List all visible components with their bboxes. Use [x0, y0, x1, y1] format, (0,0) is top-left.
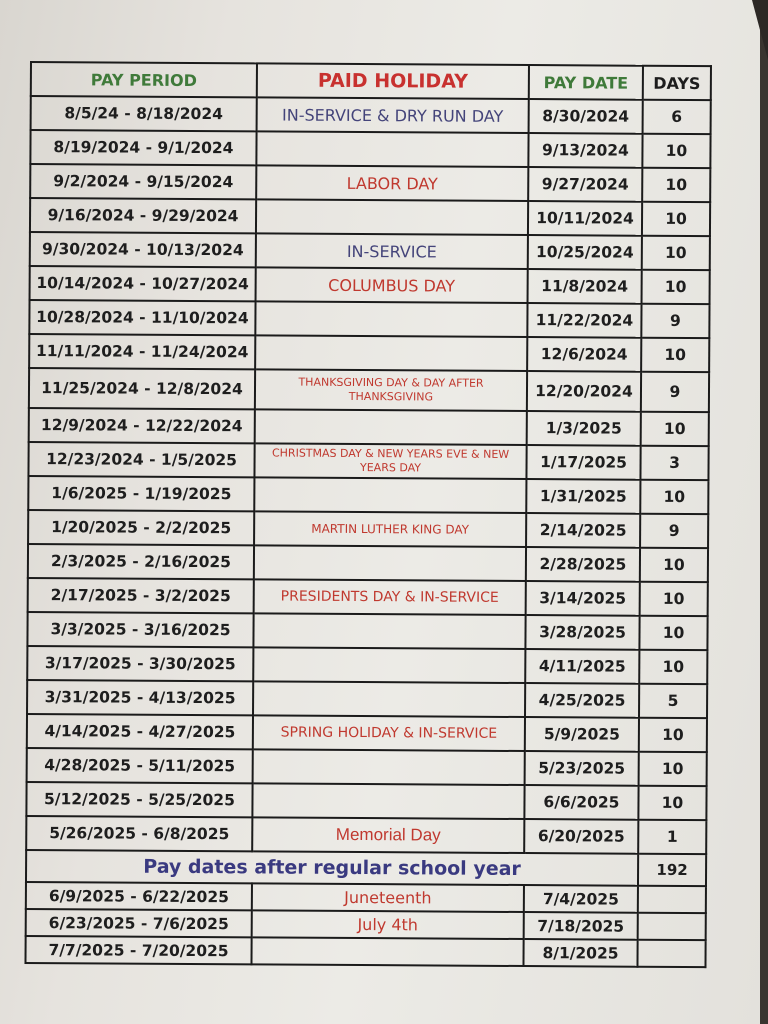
holiday-cell — [255, 335, 527, 371]
days-cell: 10 — [640, 582, 708, 616]
pay-date-cell: 5/9/2025 — [525, 717, 639, 752]
holiday-cell — [255, 301, 527, 337]
table-row — [26, 816, 706, 854]
holiday-cell — [254, 477, 526, 513]
header-row — [31, 62, 711, 100]
holiday-cell: PRESIDENTS DAY & IN-SERVICE — [254, 579, 526, 615]
pay-period-cell: 2/17/2025 - 3/2/2025 — [28, 578, 254, 613]
header-paid-holiday: PAID HOLIDAY — [257, 63, 529, 99]
days-cell: 10 — [642, 270, 710, 304]
header-days: DAYS — [643, 66, 711, 100]
table-row — [26, 782, 706, 820]
table-row — [28, 476, 708, 514]
days-cell: 10 — [639, 718, 707, 752]
pay-period-cell: 12/23/2024 - 1/5/2025 — [28, 442, 254, 477]
pay-period-cell: 5/26/2025 - 6/8/2025 — [26, 816, 252, 851]
pay-date-cell: 8/30/2024 — [529, 99, 643, 134]
table-row — [31, 96, 711, 134]
table-row — [25, 936, 705, 967]
pay-date-cell: 7/4/2025 — [524, 885, 638, 913]
days-cell — [637, 940, 705, 967]
days-cell: 3 — [640, 446, 708, 480]
table-row — [30, 130, 710, 168]
days-cell: 10 — [642, 134, 710, 168]
holiday-cell: SPRING HOLIDAY & IN-SERVICE — [253, 715, 525, 751]
holiday-cell: LABOR DAY — [256, 165, 528, 201]
pay-period-cell: 4/14/2025 - 4/27/2025 — [27, 714, 253, 749]
pay-period-cell: 8/19/2024 - 9/1/2024 — [30, 130, 256, 165]
table-row — [26, 909, 706, 940]
holiday-cell: Memorial Day — [252, 817, 524, 853]
holiday-cell: July 4th — [252, 910, 524, 939]
holiday-cell: IN-SERVICE & DRY RUN DAY — [257, 97, 529, 133]
table-row — [29, 368, 709, 412]
days-cell: 10 — [642, 168, 710, 202]
table-row — [26, 882, 706, 913]
days-cell: 6 — [643, 100, 711, 134]
pay-period-cell: 1/6/2025 - 1/19/2025 — [28, 476, 254, 511]
holiday-cell: THANKSGIVING DAY & DAY AFTER THANKSGIVING — [255, 369, 527, 411]
holiday-cell: MARTIN LUTHER KING DAY — [254, 511, 526, 547]
table-row — [27, 680, 707, 718]
summary-label: Pay dates after regular school year — [26, 850, 638, 886]
pay-schedule-table — [24, 61, 712, 968]
pay-date-cell: 10/11/2024 — [528, 201, 642, 236]
pay-period-cell: 9/30/2024 - 10/13/2024 — [30, 232, 256, 267]
pay-period-cell: 8/5/24 - 8/18/2024 — [31, 96, 257, 131]
pay-date-cell: 1/31/2025 — [526, 479, 640, 514]
header-pay-period: PAY PERIOD — [31, 62, 257, 97]
days-cell: 1 — [638, 820, 706, 854]
holiday-cell — [253, 749, 525, 785]
pay-period-cell: 11/11/2024 - 11/24/2024 — [29, 334, 255, 369]
pay-period-cell: 4/28/2025 - 5/11/2025 — [27, 748, 253, 783]
holiday-cell: IN-SERVICE — [256, 233, 528, 269]
holiday-cell: Juneteenth — [252, 883, 524, 912]
pay-date-cell: 9/13/2024 — [528, 133, 642, 168]
holiday-cell — [256, 131, 528, 167]
days-cell — [638, 913, 706, 940]
pay-date-cell: 7/18/2025 — [524, 912, 638, 940]
holiday-cell — [254, 545, 526, 581]
days-cell: 10 — [642, 202, 710, 236]
pay-period-cell: 11/25/2024 - 12/8/2024 — [29, 368, 255, 409]
pay-period-cell: 10/14/2024 - 10/27/2024 — [30, 266, 256, 301]
days-cell: 10 — [642, 236, 710, 270]
days-cell: 9 — [641, 372, 709, 412]
table-row — [27, 612, 707, 650]
table-row — [30, 232, 710, 270]
pay-period-cell: 9/16/2024 - 9/29/2024 — [30, 198, 256, 233]
pay-period-cell: 3/3/2025 - 3/16/2025 — [27, 612, 253, 647]
table-row — [29, 300, 709, 338]
days-cell: 10 — [639, 752, 707, 786]
holiday-cell — [253, 613, 525, 649]
pay-period-cell: 6/23/2025 - 7/6/2025 — [26, 909, 252, 937]
table-row — [28, 442, 708, 480]
header-pay-date: PAY DATE — [529, 65, 643, 100]
days-cell: 9 — [640, 514, 708, 548]
pay-period-cell: 5/12/2025 - 5/25/2025 — [26, 782, 252, 817]
pay-date-cell: 6/6/2025 — [524, 785, 638, 820]
holiday-cell — [255, 409, 527, 445]
pay-date-cell: 4/25/2025 — [525, 683, 639, 718]
days-cell: 10 — [641, 338, 709, 372]
pay-date-cell: 5/23/2025 — [525, 751, 639, 786]
table-row — [27, 748, 707, 786]
days-cell: 10 — [640, 480, 708, 514]
pay-date-cell: 2/28/2025 — [526, 547, 640, 582]
table-row — [28, 510, 708, 548]
total-days: 192 — [638, 854, 706, 886]
pay-date-cell: 9/27/2024 — [528, 167, 642, 202]
days-cell: 10 — [639, 616, 707, 650]
pay-date-cell: 12/20/2024 — [527, 371, 641, 412]
table-row — [29, 334, 709, 372]
table-row — [27, 714, 707, 752]
days-cell: 10 — [638, 786, 706, 820]
holiday-cell — [253, 647, 525, 683]
table-row — [28, 544, 708, 582]
pay-date-cell: 10/25/2024 — [528, 235, 642, 270]
pay-period-cell: 6/9/2025 - 6/22/2025 — [26, 882, 252, 910]
table-row — [28, 578, 708, 616]
table-row — [30, 266, 710, 304]
days-cell: 10 — [641, 412, 709, 446]
days-cell: 10 — [639, 650, 707, 684]
holiday-cell: COLUMBUS DAY — [256, 267, 528, 303]
pay-date-cell: 4/11/2025 — [525, 649, 639, 684]
pay-period-cell: 3/17/2025 - 3/30/2025 — [27, 646, 253, 681]
pay-date-cell: 8/1/2025 — [523, 939, 637, 967]
days-cell: 10 — [640, 548, 708, 582]
pay-date-cell: 12/6/2024 — [527, 337, 641, 372]
pay-date-cell: 3/14/2025 — [526, 581, 640, 616]
pay-period-cell: 12/9/2024 - 12/22/2024 — [29, 408, 255, 443]
pay-date-cell: 1/3/2025 — [527, 411, 641, 446]
table-row — [30, 164, 710, 202]
pay-period-cell: 7/7/2025 - 7/20/2025 — [25, 936, 251, 964]
pay-period-cell: 3/31/2025 - 4/13/2025 — [27, 680, 253, 715]
table-row — [27, 646, 707, 684]
pay-period-cell: 9/2/2024 - 9/15/2024 — [30, 164, 256, 199]
table-row — [29, 408, 709, 446]
holiday-cell: CHRISTMAS DAY & NEW YEARS EVE & NEW YEARS DAY — [254, 443, 526, 479]
holiday-cell — [253, 681, 525, 717]
days-cell: 5 — [639, 684, 707, 718]
table-row — [30, 198, 710, 236]
pay-period-cell: 2/3/2025 - 2/16/2025 — [28, 544, 254, 579]
days-cell: 9 — [641, 304, 709, 338]
pay-date-cell: 6/20/2025 — [524, 819, 638, 854]
holiday-cell — [251, 937, 523, 966]
pay-period-cell: 10/28/2024 - 11/10/2024 — [29, 300, 255, 335]
pay-date-cell: 1/17/2025 — [526, 445, 640, 480]
pay-date-cell: 11/8/2024 — [528, 269, 642, 304]
pay-date-cell: 3/28/2025 — [525, 615, 639, 650]
days-cell — [638, 886, 706, 913]
pay-date-cell: 11/22/2024 — [527, 303, 641, 338]
pay-date-cell: 2/14/2025 — [526, 513, 640, 548]
pay-period-cell: 1/20/2025 - 2/2/2025 — [28, 510, 254, 545]
summary-row — [26, 850, 706, 886]
holiday-cell — [252, 783, 524, 819]
holiday-cell — [256, 199, 528, 235]
